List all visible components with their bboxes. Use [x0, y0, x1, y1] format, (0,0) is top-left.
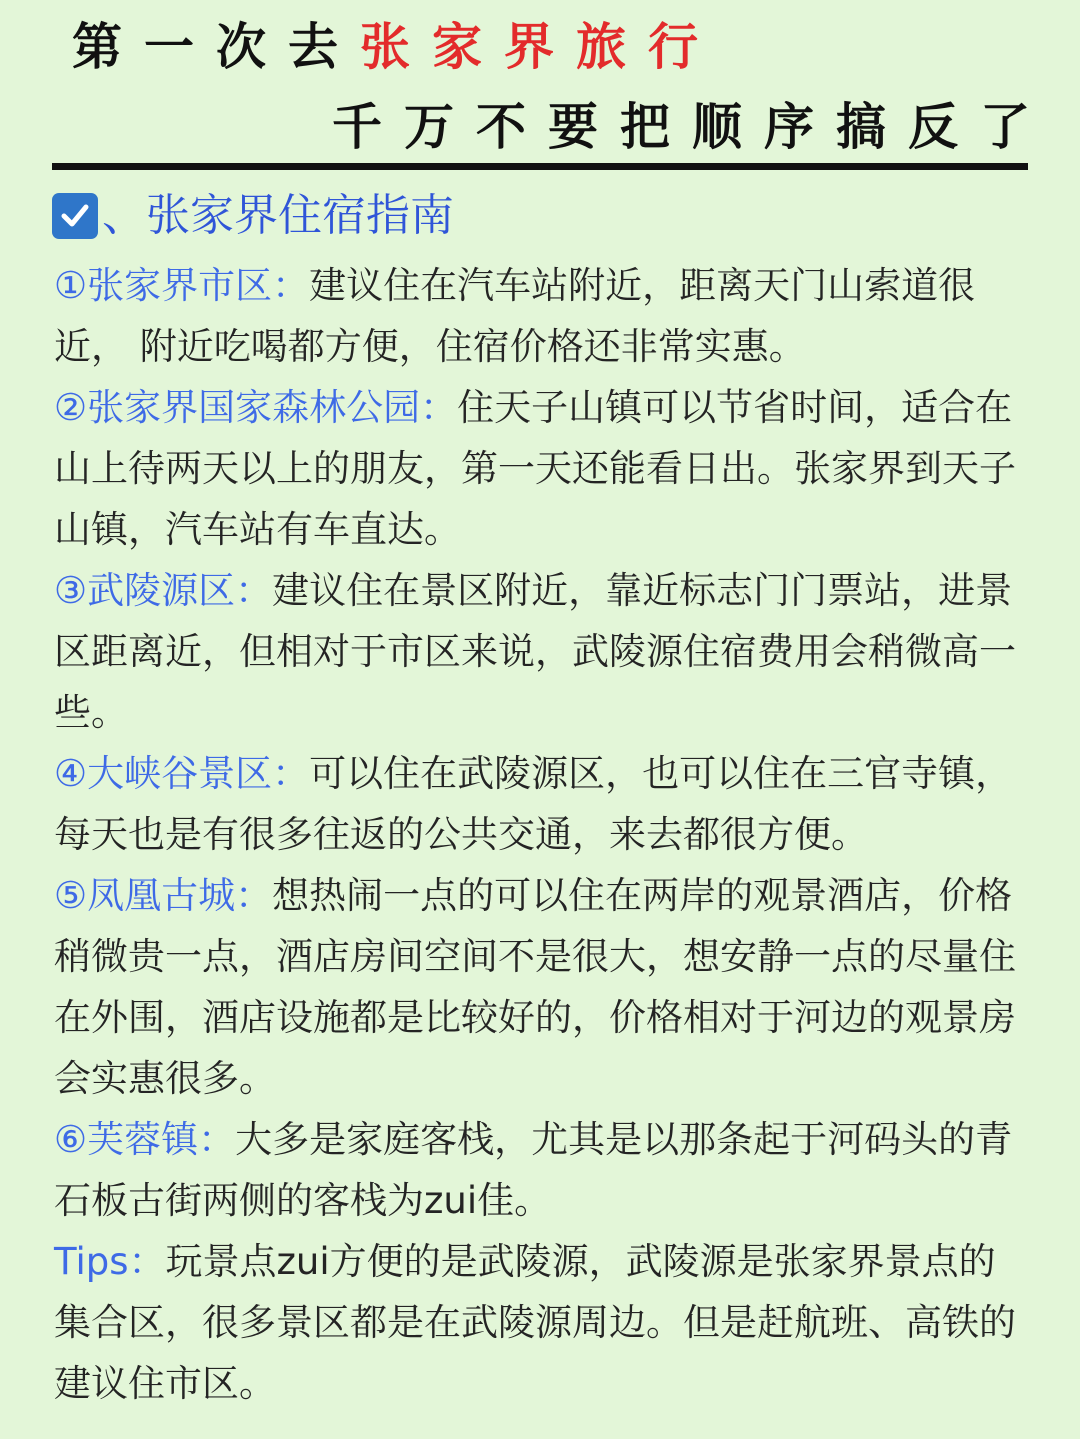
guide-item	[54, 560, 1024, 743]
section-heading	[52, 188, 454, 244]
tips-paragraph	[54, 1231, 1024, 1414]
guide-item	[54, 255, 1024, 377]
guide-body	[54, 255, 1024, 1414]
title-line-2: 千万不要把顺序搞反了	[332, 98, 1052, 156]
title-highlight: 张家界旅行	[360, 18, 720, 76]
guide-item-text: 建议住在汽车站附近，距离天门山索道很近， 附近吃喝都方便，住宿价格还非常实惠。	[54, 264, 976, 368]
guide-item-label: ⑥芙蓉镇：	[54, 1118, 236, 1161]
title-prefix: 第一次去	[72, 18, 360, 76]
section-heading-text: 、张家界住宿指南	[102, 190, 454, 241]
guide-item	[54, 377, 1024, 560]
guide-item-text: 想热闹一点的可以住在两岸的观景酒店，价格稍微贵一点，酒店房间空间不是很大，想安静一点的尽量住在外围，酒店设施都是比较好的，价格相对于河边的观景房会实惠很多。	[54, 874, 1016, 1100]
guide-item	[54, 1109, 1024, 1231]
guide-item-text: 建议住在景区附近，靠近标志门门票站，进景区距离近，但相对于市区来说，武陵源住宿费用会稍微高一些。	[54, 569, 1016, 734]
tips-text: 玩景点zui方便的是武陵源，武陵源是张家界景点的集合区，很多景区都是在武陵源周边。但是赶航班、高铁的建议住市区。	[54, 1240, 1016, 1405]
tips-label: Tips：	[54, 1240, 166, 1283]
guide-item-label: ①张家界市区：	[54, 264, 310, 307]
checkbox-checked-icon	[52, 193, 98, 239]
guide-item-label: ③武陵源区：	[54, 569, 273, 612]
guide-item-text: 住天子山镇可以节省时间，适合在山上待两天以上的朋友，第一天还能看日出。张家界到天子山镇，汽车站有车直达。	[54, 386, 1016, 551]
guide-item-text: 可以住在武陵源区，也可以住在三官寺镇，每天也是有很多往返的公共交通，来去都很方便。	[54, 752, 1013, 856]
title-line-1	[72, 18, 720, 76]
guide-item-text: 大多是家庭客栈，尤其是以那条起于河码头的青石板古街两侧的客栈为zui佳。	[54, 1118, 1013, 1222]
guide-item	[54, 865, 1024, 1109]
guide-item	[54, 743, 1024, 865]
title-divider	[52, 163, 1028, 170]
guide-item-label: ②张家界国家森林公园：	[54, 386, 458, 429]
guide-item-label: ⑤凤凰古城：	[54, 874, 273, 917]
guide-item-label: ④大峡谷景区：	[54, 752, 310, 795]
